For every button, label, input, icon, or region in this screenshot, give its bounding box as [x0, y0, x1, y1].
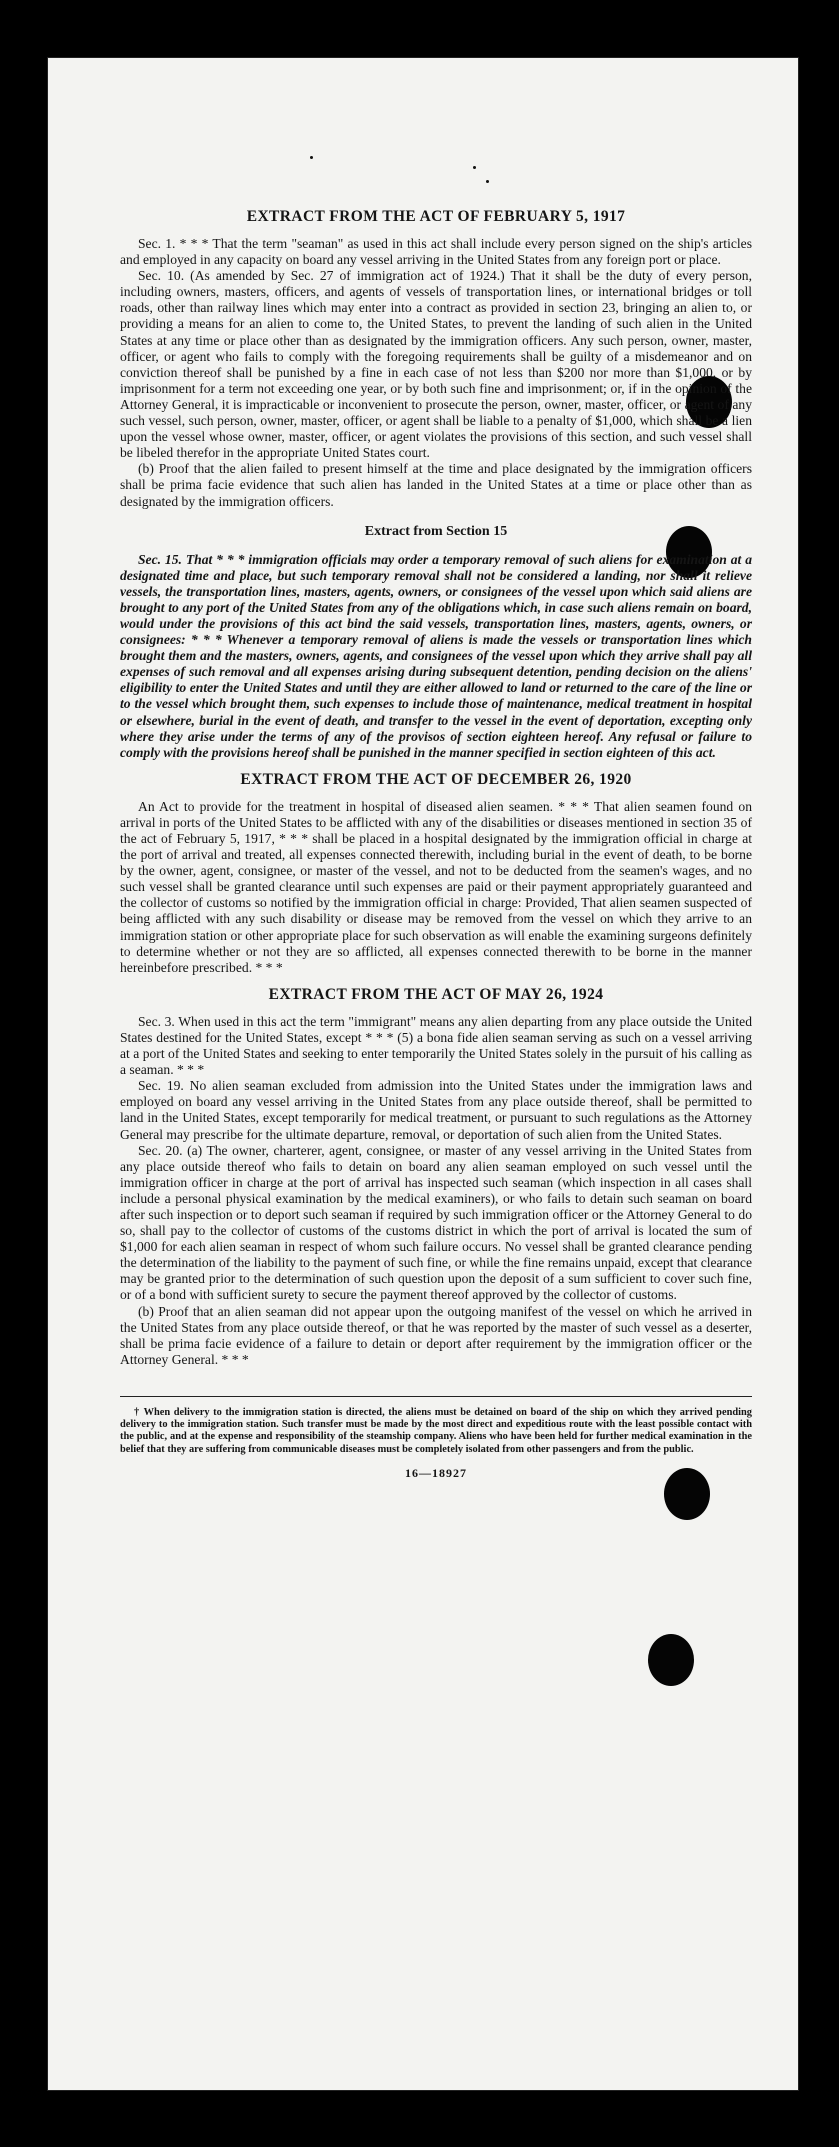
paragraph: Sec. 1. * * * That the term "seaman" as used in this act shall include every person signed on the ship's articles and employed in any capacity on board any vessel arriving in the United States from any foreign port or place. [120, 236, 752, 268]
section-heading: EXTRACT FROM THE ACT OF MAY 26, 1924 [268, 985, 604, 1003]
paragraph: Sec. 3. When used in this act the term "immigrant" means any alien departing from any place outside the United States destined for the United States, except * * * (5) a bona fide alien seaman serving as such on a vessel arriving at a port of the United States and seeking to enter temporarily the United States solely in the pursuit of his calling as a seaman. * * * [120, 1013, 752, 1078]
paragraph: Sec. 19. No alien seaman excluded from admission into the United States under the immigration laws and employed on board any vessel arriving in the United States from any place outside thereof, shall be permitted to land in the United States, except temporarily for medical treatment, or pursuant to such regulations as the Attorney General may prescribe for the ultimate departure, removal, or deportation of such alien from the United States. [120, 1078, 752, 1142]
paragraph: Sec. 20. (a) The owner, charterer, agent, consignee, or master of any vessel arriving in the United States from any place outside thereof who fails to detain on board any alien seaman employed on such vessel until the immigration officer in charge at the port of arrival has inspected such seaman (which inspection in all cases shall include a personal physical examination by the medical examiners), or who fails to detain such seaman on board after such inspection or to deport such seaman if required by such immigration officer or the Attorney General to do so, shall pay to the collector of customs of the customs district in which the port of arrival is located the sum of $1,000 for each alien seaman in respect of whom such failure occurs. No vessel shall be granted clearance pending the determination of the liability to the payment of such fine, or while the fine remains unpaid, except that clearance may be granted prior to the determination of such question upon the deposit of a sum sufficient to cover such fine, or of a bond with sufficient surety to secure the payment thereof approved by the collector of customs. [120, 1142, 752, 1303]
paragraph: Sec. 10. (As amended by Sec. 27 of immigration act of 1924.) That it shall be the duty of every person, including owners, masters, officers, and agents of vessels of transportation lines, or international bridges or toll roads, other than railway lines which may enter into a contract as provided in section 23, bringing an alien to, or providing a means for an alien to come to, the United States, to prevent the landing of such alien in the United States at any time or place other than as designated by the immigration officers. Any such person, owner, master, officer, or agent who fails to comply with the foregoing requirements shall be guilty of a misdemeanor and on conviction thereof shall be punished by a fine in each case of not less than $200 nor more than $1,000, or by imprisonment for a term not exceeding one year, or by both such fine and imprisonment; or, if in the opinion of the Attorney General, it is impracticable or inconvenient to prosecute the person, owner, master, officer, or agent of any such vessel, such person, owner, master, officer, or agent shall be liable to a penalty of $1,000, which shall be a lien upon the vessel whose owner, master, officer, or agent violates the provisions of this section, and such vessel shall be libeled therefor in the appropriate United States court. [120, 268, 752, 461]
paragraph: An Act to provide for the treatment in hospital of diseased alien seamen. * * * That alien seamen found on arrival in ports of the United States to be afflicted with any of the disabilities or diseases mentioned in section 35 of the act of February 5, 1917, * * * shall be placed in a hospital designated by the immigration official in charge at the port of arrival and treated, all expenses connected therewith, including burial in the event of death, to be borne by the owner, agent, consignee, or master of the vessel, and not to be deducted from the seamen's wages, and no such vessel shall be granted clearance until such expenses are paid or their payment appropriately guaranteed and the collector of customs so notified by the immigration official in charge: Provided, That alien seamen suspected of being afflicted with any such disability or disease may be removed from the vessel on which they arrive to an immigration station or other appropriate place for such observation as will enable the examining surgeons definitely to determine whether or not they are so afflicted, all expenses connected therewith to be borne in the manner hereinbefore prescribed. * * * [120, 798, 752, 975]
section-heading: EXTRACT FROM THE ACT OF FEBRUARY 5, 1917 [246, 208, 626, 225]
page-number: 16—18927 [405, 1465, 467, 1480]
document-body [120, 198, 752, 1481]
speck [486, 180, 489, 183]
paragraph: (b) Proof that an alien seaman did not appear upon the outgoing manifest of the vessel on which he arrived in the United States from any place outside thereof, or that he was reported by the master of such vessel as a deserter, shall be prima facie evidence of a failure to detain or deport after requirement by the immigration officer or the Attorney General. * * * [120, 1303, 752, 1367]
speck [310, 156, 313, 159]
paragraph: Sec. 15. That * * * immigration officials may order a temporary removal of such aliens for examination at a designated time and place, but such temporary removal shall not be considered a landing, nor shall it relieve vessels, the transportation lines, masters, agents, owners, or consignees of the vessel upon which said aliens are brought to any port of the United States from any of the obligations which, in case such aliens remain on board, would under the provisions of this act bind the said vessels, transportation lines, masters, agents, owners, or consignees: * * * Whenever a temporary removal of aliens is made the vessels or transportation lines which brought them and the masters, owners, agents, and consignees of the vessel upon which they arrive shall pay all expenses of such removal and all expenses arising during subsequent detention, pending decision on the aliens' eligibility to enter the United States and until they are either allowed to land or returned to the care of the line or to the vessel which brought them, such expenses to include those of maintenance, medical treatment in hospital or elsewhere, burial in the event of death, and transfer to the vessel in the event of deportation, excepting only where they arise under the terms of any of the provisos of section eighteen hereof. Any refusal or failure to comply with the provisions hereof shall be punished in the manner specified in section eighteen of this act. [120, 551, 752, 760]
punch-hole [648, 1634, 694, 1686]
paragraph: (b) Proof that the alien failed to present himself at the time and place designated by the immigration officers shall be prima facie evidence that such alien has landed in the United States at a time or place other than as designated by the immigration officers. [120, 461, 752, 509]
footnote-divider [120, 1396, 752, 1397]
section-act-1917 [120, 208, 752, 510]
section-subheading: Extract from Section 15 [364, 523, 508, 539]
section-act-1920 [120, 771, 752, 976]
document-page [48, 58, 798, 2090]
section-act-1924 [120, 986, 752, 1368]
section-extract-15 [120, 524, 752, 761]
speck [473, 166, 476, 169]
section-heading: EXTRACT FROM THE ACT OF DECEMBER 26, 1920 [240, 770, 632, 788]
footnote: † When delivery to the immigration station is directed, the aliens must be detained on board of the ship on which they arrived pending delivery to the immigration station. Such transfer must be made by the most direct and expeditious route with the least possible contact with the public, and at the expense and responsibility of the steamship company. Aliens who have been held for further medical examination in the belief that they are suffering from communicable diseases must be completely isolated from other passengers and from the public. [120, 1406, 752, 1455]
